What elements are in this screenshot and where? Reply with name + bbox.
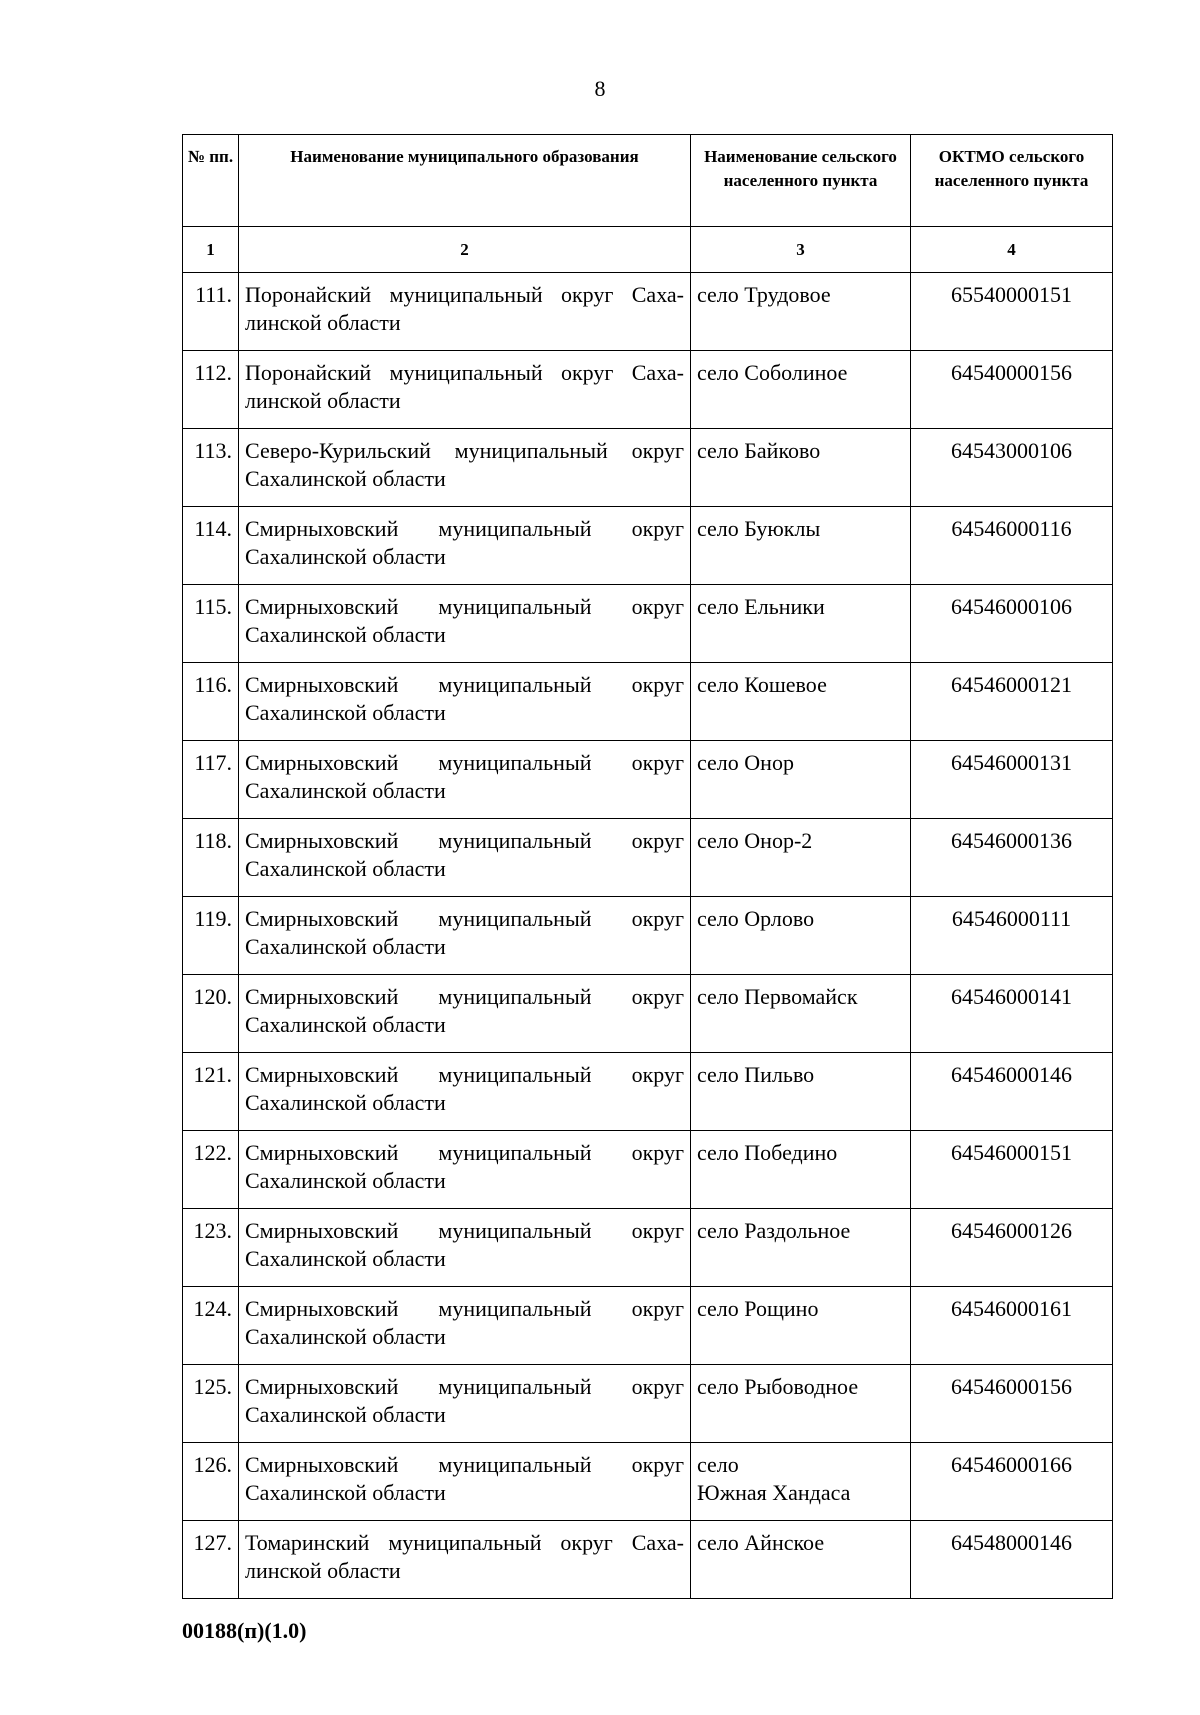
settlement-name: село Онор-2 [691,819,911,897]
municipality-line-1: Смирныховский муниципальный округ [245,1374,684,1399]
oktmo-code: 64546000141 [911,975,1113,1053]
municipality-line-1: Поронайский муниципальный округ Саха- [245,282,684,307]
oktmo-code: 65540000151 [911,273,1113,351]
oktmo-code: 64546000151 [911,1131,1113,1209]
oktmo-code: 64546000111 [911,897,1113,975]
municipality-name [239,585,691,663]
header-municipality: Наименование муниципального образования [239,135,691,227]
settlement-name: село Пильво [691,1053,911,1131]
row-number: 126. [183,1443,239,1521]
table-row [183,1365,1113,1443]
table-row [183,1131,1113,1209]
table-row [183,351,1113,429]
oktmo-code: 64546000156 [911,1365,1113,1443]
column-number-row [183,227,1113,273]
table-row [183,1521,1113,1599]
settlement-name: село Орлово [691,897,911,975]
municipality-name [239,351,691,429]
settlement-name: село Соболиное [691,351,911,429]
oktmo-code: 64540000156 [911,351,1113,429]
oktmo-code: 64546000136 [911,819,1113,897]
page-number: 8 [594,76,606,101]
table-body [183,273,1113,1599]
oktmo-code: 64548000146 [911,1521,1113,1599]
settlement-name: село Ельники [691,585,911,663]
municipality-line-2: Сахалинской области [245,1012,446,1037]
row-number: 116. [183,663,239,741]
settlement-name: село Кошевое [691,663,911,741]
table-row [183,1053,1113,1131]
municipality-line-2: Сахалинской области [245,934,446,959]
column-number-1: 1 [183,227,239,273]
header-number: № пп. [183,135,239,227]
municipality-line-2: Сахалинской области [245,1324,446,1349]
settlement-name: село Победино [691,1131,911,1209]
municipality-line-1: Смирныховский муниципальный округ [245,672,684,697]
table-row [183,741,1113,819]
oktmo-code: 64546000121 [911,663,1113,741]
municipality-name [239,1521,691,1599]
municipality-line-1: Смирныховский муниципальный округ [245,1062,684,1087]
row-number: 124. [183,1287,239,1365]
settlement-name: село Байково [691,429,911,507]
oktmo-code: 64546000116 [911,507,1113,585]
table-row [183,1209,1113,1287]
row-number: 112. [183,351,239,429]
oktmo-code: 64543000106 [911,429,1113,507]
settlement-name: село Буюклы [691,507,911,585]
row-number: 122. [183,1131,239,1209]
municipality-line-1: Смирныховский муниципальный округ [245,1140,684,1165]
municipality-line-2: Сахалинской области [245,1168,446,1193]
oktmo-code: 64546000146 [911,1053,1113,1131]
table-row [183,429,1113,507]
row-number: 115. [183,585,239,663]
municipality-line-2: Сахалинской области [245,544,446,569]
municipality-name [239,1365,691,1443]
table-row [183,975,1113,1053]
settlement-name: село Айнское [691,1521,911,1599]
document-code: 00188(п)(1.0) [182,1618,307,1643]
municipality-name [239,429,691,507]
settlement-name: село Раздольное [691,1209,911,1287]
municipality-line-1: Смирныховский муниципальный округ [245,1452,684,1477]
row-number: 120. [183,975,239,1053]
settlements-table [182,134,1113,1599]
table-row [183,819,1113,897]
table-header-row [183,135,1113,227]
municipality-name [239,1443,691,1521]
municipality-line-2: Сахалинской области [245,1402,446,1427]
oktmo-code: 64546000131 [911,741,1113,819]
row-number: 111. [183,273,239,351]
municipality-name [239,975,691,1053]
municipality-line-2: Сахалинской области [245,466,446,491]
oktmo-code: 64546000126 [911,1209,1113,1287]
settlement-name: село Онор [691,741,911,819]
municipality-name [239,663,691,741]
row-number: 114. [183,507,239,585]
municipality-line-1: Томаринский муниципальный округ Саха- [245,1530,684,1555]
municipality-name [239,897,691,975]
table-row [183,1287,1113,1365]
municipality-line-1: Смирныховский муниципальный округ [245,750,684,775]
table-row [183,1443,1113,1521]
settlement-name: село Южная Хандаса [691,1443,911,1521]
settlement-name: село Рыбоводное [691,1365,911,1443]
table-row [183,273,1113,351]
municipality-name [239,273,691,351]
municipality-line-1: Поронайский муниципальный округ Саха- [245,360,684,385]
municipality-line-2: Сахалинской области [245,622,446,647]
municipality-line-2: линской области [245,1558,401,1583]
municipality-line-1: Смирныховский муниципальный округ [245,594,684,619]
municipality-line-2: Сахалинской области [245,700,446,725]
municipality-line-1: Смирныховский муниципальный округ [245,984,684,1009]
municipality-line-1: Северо-Курильский муниципальный округ [245,438,684,463]
row-number: 127. [183,1521,239,1599]
municipality-name [239,1287,691,1365]
table-row [183,897,1113,975]
municipality-line-2: Сахалинской области [245,856,446,881]
row-number: 118. [183,819,239,897]
municipality-line-1: Смирныховский муниципальный округ [245,516,684,541]
table-row [183,663,1113,741]
municipality-name [239,741,691,819]
settlement-name: село Первомайск [691,975,911,1053]
municipality-name [239,1131,691,1209]
municipality-name [239,507,691,585]
municipality-line-1: Смирныховский муниципальный округ [245,906,684,931]
settlement-name: село Рощино [691,1287,911,1365]
oktmo-code: 64546000166 [911,1443,1113,1521]
oktmo-code: 64546000161 [911,1287,1113,1365]
municipality-line-2: линской области [245,310,401,335]
table-row [183,507,1113,585]
row-number: 121. [183,1053,239,1131]
settlement-name: село Трудовое [691,273,911,351]
municipality-name [239,1053,691,1131]
header-oktmo: ОКТМО сельского населенного пункта [911,135,1113,227]
municipality-name [239,1209,691,1287]
municipality-line-1: Смирныховский муниципальный округ [245,1218,684,1243]
municipality-line-2: линской области [245,388,401,413]
oktmo-code: 64546000106 [911,585,1113,663]
municipality-line-2: Сахалинской области [245,778,446,803]
row-number: 123. [183,1209,239,1287]
municipality-line-1: Смирныховский муниципальный округ [245,828,684,853]
table-row [183,585,1113,663]
row-number: 119. [183,897,239,975]
column-number-3: 3 [691,227,911,273]
municipality-line-2: Сахалинской области [245,1090,446,1115]
municipality-name [239,819,691,897]
column-number-4: 4 [911,227,1113,273]
row-number: 117. [183,741,239,819]
municipality-line-2: Сахалинской области [245,1246,446,1271]
municipality-line-2: Сахалинской области [245,1480,446,1505]
municipality-line-1: Смирныховский муниципальный округ [245,1296,684,1321]
row-number: 113. [183,429,239,507]
column-number-2: 2 [239,227,691,273]
header-settlement: Наименование сельского населенного пункта [691,135,911,227]
row-number: 125. [183,1365,239,1443]
